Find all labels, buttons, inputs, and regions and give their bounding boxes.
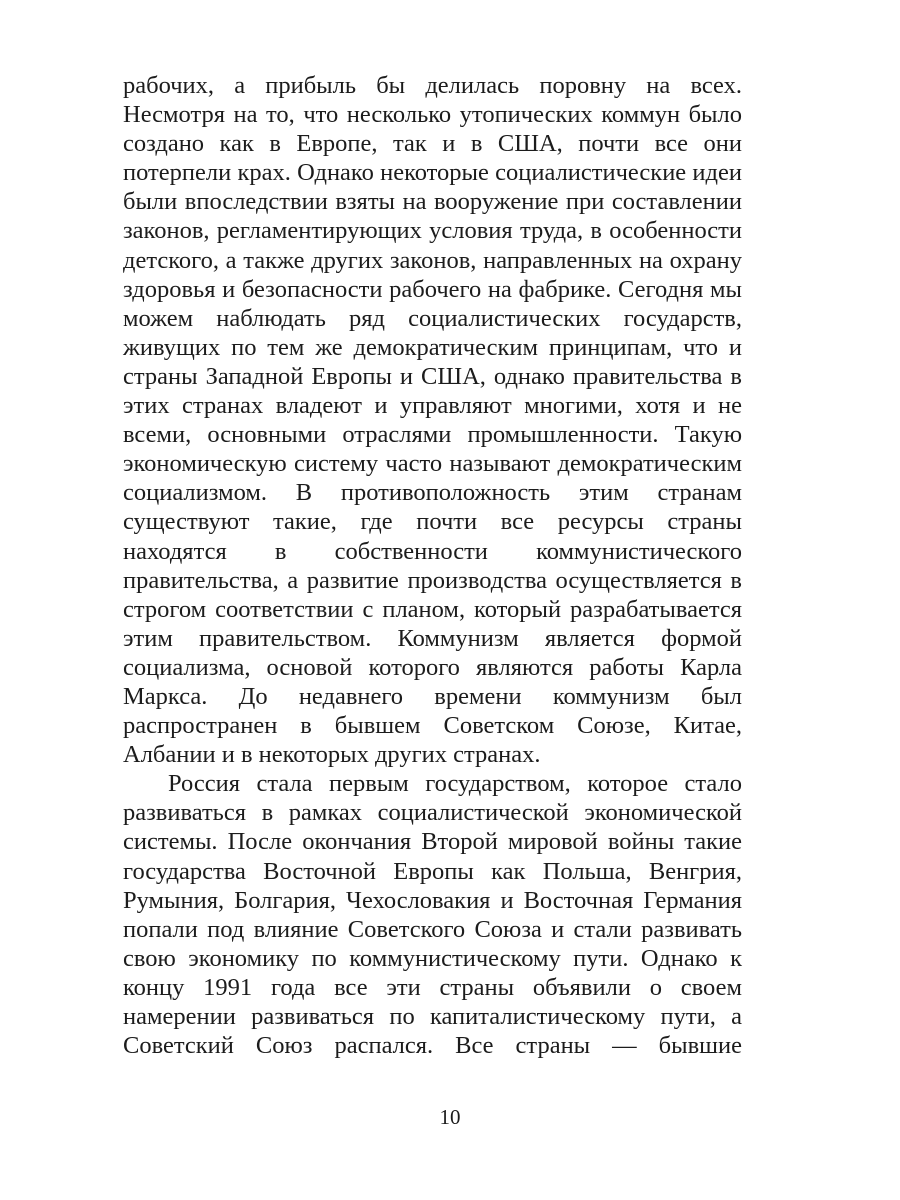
text-line: существуют такие, где почти все ресурсы страны [123, 508, 742, 536]
text-line: Несмотря на то, что несколько утопических коммун было [123, 101, 742, 129]
text-line: были впоследствии взяты на вооружение при составлении [123, 188, 742, 216]
text-line: рабочих, а прибыль бы делилась поровну на всех. [123, 72, 742, 99]
text-line: социализмом. В противоположность этим странам [123, 479, 742, 507]
text-line: создано как в Европе, так и в США, почти все они [123, 130, 742, 158]
text-line: развиваться в рамках социалистической экономической [123, 799, 742, 827]
text-line: страны Западной Европы и США, однако правительства в [123, 362, 742, 390]
text-line: государства Восточной Европы как Польша, Венгрия, [123, 857, 742, 885]
text-line: правительства, а развитие производства осуществляется в [123, 566, 742, 594]
page-number: 10 [439, 1105, 461, 1129]
text-line: детского, а также других законов, направленных на охрану [123, 246, 742, 274]
text-line: строгом соответствии с планом, который разрабатывается [123, 595, 742, 623]
text-line: концу 1991 года все эти страны объявили о своем [123, 973, 742, 1001]
text-line: Россия стала первым государством, которое стало [168, 770, 742, 798]
text-line: Маркса. До недавнего времени коммунизм был [123, 682, 742, 710]
text-line: распространен в бывшем Советском Союзе, Китае, [123, 712, 742, 740]
text-line: Албании и в некоторых других странах. [123, 741, 541, 769]
text-line: социализма, основой которого являются работы Карла [123, 653, 742, 681]
text-line: можем наблюдать ряд социалистических государств, [123, 304, 742, 332]
text-line: этих странах владеют и управляют многими, хотя и не [123, 392, 742, 420]
text-line: Румыния, Болгария, Чехословакия и Восточная Германия [123, 886, 742, 914]
text-line: всеми, основными отраслями промышленности. Такую [123, 421, 742, 449]
text-line: экономическую систему часто называют демократическим [123, 450, 742, 478]
text-line: Советский Союз распался. Все страны — бывшие [123, 1032, 742, 1060]
text-line: намерении развиваться по капиталистическому пути, а [123, 1003, 742, 1030]
text-line: этим правительством. Коммунизм является формой [123, 624, 742, 652]
text-line: потерпели крах. Однако некоторые социалистические идеи [123, 159, 742, 187]
text-line: свою экономику по коммунистическому пути. Однако к [123, 944, 742, 972]
text-line: законов, регламентирующих условия труда, в особенности [123, 217, 742, 245]
text-line: системы. После окончания Второй мировой войны такие [123, 828, 742, 856]
text-line: попали под влияние Советского Союза и стали развивать [123, 915, 742, 943]
text-line: живущих по тем же демократическим принципам, что и [123, 333, 742, 361]
text-line: находятся в собственности коммунистического [123, 537, 742, 565]
text-line: здоровья и безопасности рабочего на фабрике. Сегодня мы [123, 275, 742, 303]
body-text [123, 71, 742, 1060]
